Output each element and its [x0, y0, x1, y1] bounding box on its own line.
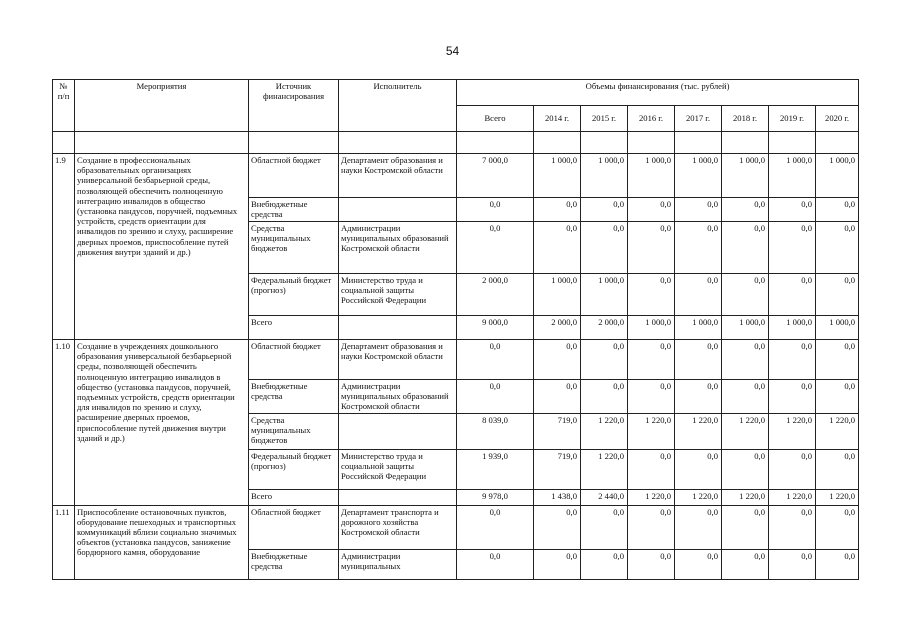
financing-source: Средства муниципальных бюджетов [249, 222, 339, 274]
amount-cell: 1 000,0 [628, 316, 675, 340]
amount-cell: 0,0 [628, 274, 675, 316]
amount-cell: 0,0 [816, 340, 859, 380]
financing-source: Федеральный бюджет (прогноз) [249, 449, 339, 489]
executor: Министерство труда и социальной защиты Российской Федерации [339, 449, 457, 489]
amount-cell: 0,0 [816, 222, 859, 274]
amount-cell: 0,0 [722, 449, 769, 489]
amount-cell: 719,0 [534, 449, 581, 489]
amount-cell: 1 220,0 [675, 489, 722, 505]
amount-cell: 1 000,0 [534, 274, 581, 316]
header-source: Источник финансирования [249, 80, 339, 132]
amount-cell: 0,0 [581, 198, 628, 222]
header-executor: Исполнитель [339, 80, 457, 132]
amount-cell: 719,0 [534, 413, 581, 449]
amount-cell: 0,0 [457, 380, 534, 414]
item-number: 1.9 [53, 154, 75, 340]
amount-cell: 1 220,0 [816, 413, 859, 449]
amount-cell: 0,0 [722, 198, 769, 222]
amount-cell: 1 000,0 [769, 154, 816, 198]
amount-cell: 1 220,0 [722, 489, 769, 505]
page-number: 54 [445, 44, 460, 58]
amount-cell: 9 000,0 [457, 316, 534, 340]
executor: Администрации муниципальных образований Костромской области [339, 380, 457, 414]
table-row [53, 154, 859, 198]
executor: Администрации муниципальных [339, 549, 457, 579]
amount-cell: 0,0 [581, 505, 628, 549]
amount-cell: 1 438,0 [534, 489, 581, 505]
amount-cell: 0,0 [628, 340, 675, 380]
financing-source: Областной бюджет [249, 154, 339, 198]
header-year: 2016 г. [628, 106, 675, 132]
amount-cell: 0,0 [581, 380, 628, 414]
amount-cell: 1 000,0 [675, 154, 722, 198]
amount-cell: 0,0 [722, 274, 769, 316]
amount-cell: 1 000,0 [722, 154, 769, 198]
header-year: 2020 г. [816, 106, 859, 132]
amount-cell: 0,0 [722, 222, 769, 274]
amount-cell: 1 220,0 [581, 449, 628, 489]
amount-cell: 1 000,0 [816, 154, 859, 198]
amount-cell: 0,0 [675, 340, 722, 380]
header-year: 2015 г. [581, 106, 628, 132]
amount-cell: 1 000,0 [534, 154, 581, 198]
amount-cell: 0,0 [457, 222, 534, 274]
financing-source: Внебюджетные средства [249, 549, 339, 579]
amount-cell: 0,0 [769, 505, 816, 549]
table-row [53, 505, 859, 549]
amount-cell: 8 039,0 [457, 413, 534, 449]
amount-cell: 7 000,0 [457, 154, 534, 198]
amount-cell: 0,0 [722, 505, 769, 549]
amount-cell: 9 978,0 [457, 489, 534, 505]
executor [339, 198, 457, 222]
financing-source: Внебюджетные средства [249, 198, 339, 222]
amount-cell: 1 000,0 [675, 316, 722, 340]
header-year: 2014 г. [534, 106, 581, 132]
amount-cell: 1 220,0 [581, 413, 628, 449]
amount-cell: 1 220,0 [628, 489, 675, 505]
executor: Департамент образования и науки Костромской области [339, 154, 457, 198]
amount-cell: 0,0 [581, 222, 628, 274]
amount-cell: 1 220,0 [769, 489, 816, 505]
amount-cell: 1 000,0 [581, 154, 628, 198]
amount-cell: 0,0 [675, 198, 722, 222]
header-volumes: Объемы финансирования (тыс. рублей) [457, 80, 859, 106]
amount-cell: 0,0 [816, 380, 859, 414]
amount-cell: 1 000,0 [581, 274, 628, 316]
header-year: 2017 г. [675, 106, 722, 132]
amount-cell: 0,0 [675, 449, 722, 489]
executor: Департамент транспорта и дорожного хозяйства Костромской области [339, 505, 457, 549]
amount-cell: 0,0 [769, 222, 816, 274]
executor [339, 413, 457, 449]
amount-cell: 0,0 [534, 222, 581, 274]
amount-cell: 0,0 [769, 274, 816, 316]
amount-cell: 1 000,0 [628, 154, 675, 198]
amount-cell: 2 000,0 [581, 316, 628, 340]
amount-cell: 2 000,0 [534, 316, 581, 340]
financing-source: Внебюджетные средства [249, 380, 339, 414]
amount-cell: 1 220,0 [769, 413, 816, 449]
amount-cell: 0,0 [722, 549, 769, 579]
item-number: 1.10 [53, 340, 75, 506]
executor: Администрации муниципальных образований Костромской области [339, 222, 457, 274]
amount-cell: 0,0 [769, 380, 816, 414]
header-year: 2018 г. [722, 106, 769, 132]
executor: Департамент образования и науки Костромской области [339, 340, 457, 380]
amount-cell: 0,0 [816, 449, 859, 489]
financing-source: Всего [249, 489, 339, 505]
amount-cell: 0,0 [628, 380, 675, 414]
amount-cell: 0,0 [457, 549, 534, 579]
amount-cell: 0,0 [816, 505, 859, 549]
amount-cell: 2 440,0 [581, 489, 628, 505]
amount-cell: 0,0 [722, 380, 769, 414]
amount-cell: 0,0 [675, 505, 722, 549]
amount-cell: 0,0 [628, 198, 675, 222]
amount-cell: 0,0 [816, 198, 859, 222]
amount-cell: 1 220,0 [628, 413, 675, 449]
amount-cell: 0,0 [675, 380, 722, 414]
amount-cell: 0,0 [675, 222, 722, 274]
amount-cell: 0,0 [816, 274, 859, 316]
measure-description: Создание в профессиональных образовательных организациях универсальной безбарьерной среды, позволяющей обеспечить полноценную интеграцию инвалидов в общество (установка пандусов, поручней, подъемных устройств, средств ориентации для инвалидов по зрению и слуху, расширение дверных проемов, приспособление путей движения внутри зданий и др.) [75, 154, 249, 340]
header-measures: Мероприятия [75, 80, 249, 132]
measure-description: Приспособление остановочных пунктов, оборудование пешеходных и транспортных коммуникаций вблизи социально значимых объектов (установка пандусов, занижение бордюрного камня, оборудование [75, 505, 249, 579]
executor: Министерство труда и социальной защиты Российской Федерации [339, 274, 457, 316]
amount-cell: 0,0 [628, 549, 675, 579]
financing-table [52, 79, 859, 580]
amount-cell: 0,0 [457, 340, 534, 380]
amount-cell: 0,0 [769, 340, 816, 380]
amount-cell: 0,0 [816, 549, 859, 579]
amount-cell: 0,0 [534, 505, 581, 549]
table-row [53, 340, 859, 380]
financing-source: Всего [249, 316, 339, 340]
header-year: Всего [457, 106, 534, 132]
financing-source: Средства муниципальных бюджетов [249, 413, 339, 449]
blank-row [53, 132, 859, 154]
amount-cell: 1 939,0 [457, 449, 534, 489]
measure-description: Создание в учреждениях дошкольного образования универсальной безбарьерной среды, позволяющей обеспечить полноценную интеграцию инвалидов в общество (установка пандусов, поручней, подъемных устройств, средств ориентации для инвалидов по зрению и слуху, расширение дверных проемов, приспособление путей движения внутри зданий и др.) [75, 340, 249, 506]
amount-cell: 0,0 [628, 505, 675, 549]
amount-cell: 1 220,0 [816, 489, 859, 505]
amount-cell: 0,0 [534, 380, 581, 414]
financing-source: Федеральный бюджет (прогноз) [249, 274, 339, 316]
amount-cell: 0,0 [675, 549, 722, 579]
financing-source: Областной бюджет [249, 340, 339, 380]
financing-source: Областной бюджет [249, 505, 339, 549]
amount-cell: 0,0 [534, 549, 581, 579]
amount-cell: 1 000,0 [769, 316, 816, 340]
amount-cell: 0,0 [628, 222, 675, 274]
amount-cell: 0,0 [769, 549, 816, 579]
header-year: 2019 г. [769, 106, 816, 132]
amount-cell: 0,0 [722, 340, 769, 380]
amount-cell: 1 000,0 [816, 316, 859, 340]
amount-cell: 1 220,0 [675, 413, 722, 449]
amount-cell: 0,0 [457, 505, 534, 549]
amount-cell: 0,0 [581, 549, 628, 579]
item-number: 1.11 [53, 505, 75, 579]
amount-cell: 0,0 [581, 340, 628, 380]
amount-cell: 0,0 [769, 198, 816, 222]
header-num: № п/п [53, 80, 75, 132]
amount-cell: 1 220,0 [722, 413, 769, 449]
amount-cell: 0,0 [675, 274, 722, 316]
executor [339, 316, 457, 340]
amount-cell: 0,0 [628, 449, 675, 489]
amount-cell: 0,0 [457, 198, 534, 222]
executor [339, 489, 457, 505]
amount-cell: 0,0 [769, 449, 816, 489]
amount-cell: 0,0 [534, 198, 581, 222]
amount-cell: 2 000,0 [457, 274, 534, 316]
amount-cell: 0,0 [534, 340, 581, 380]
amount-cell: 1 000,0 [722, 316, 769, 340]
